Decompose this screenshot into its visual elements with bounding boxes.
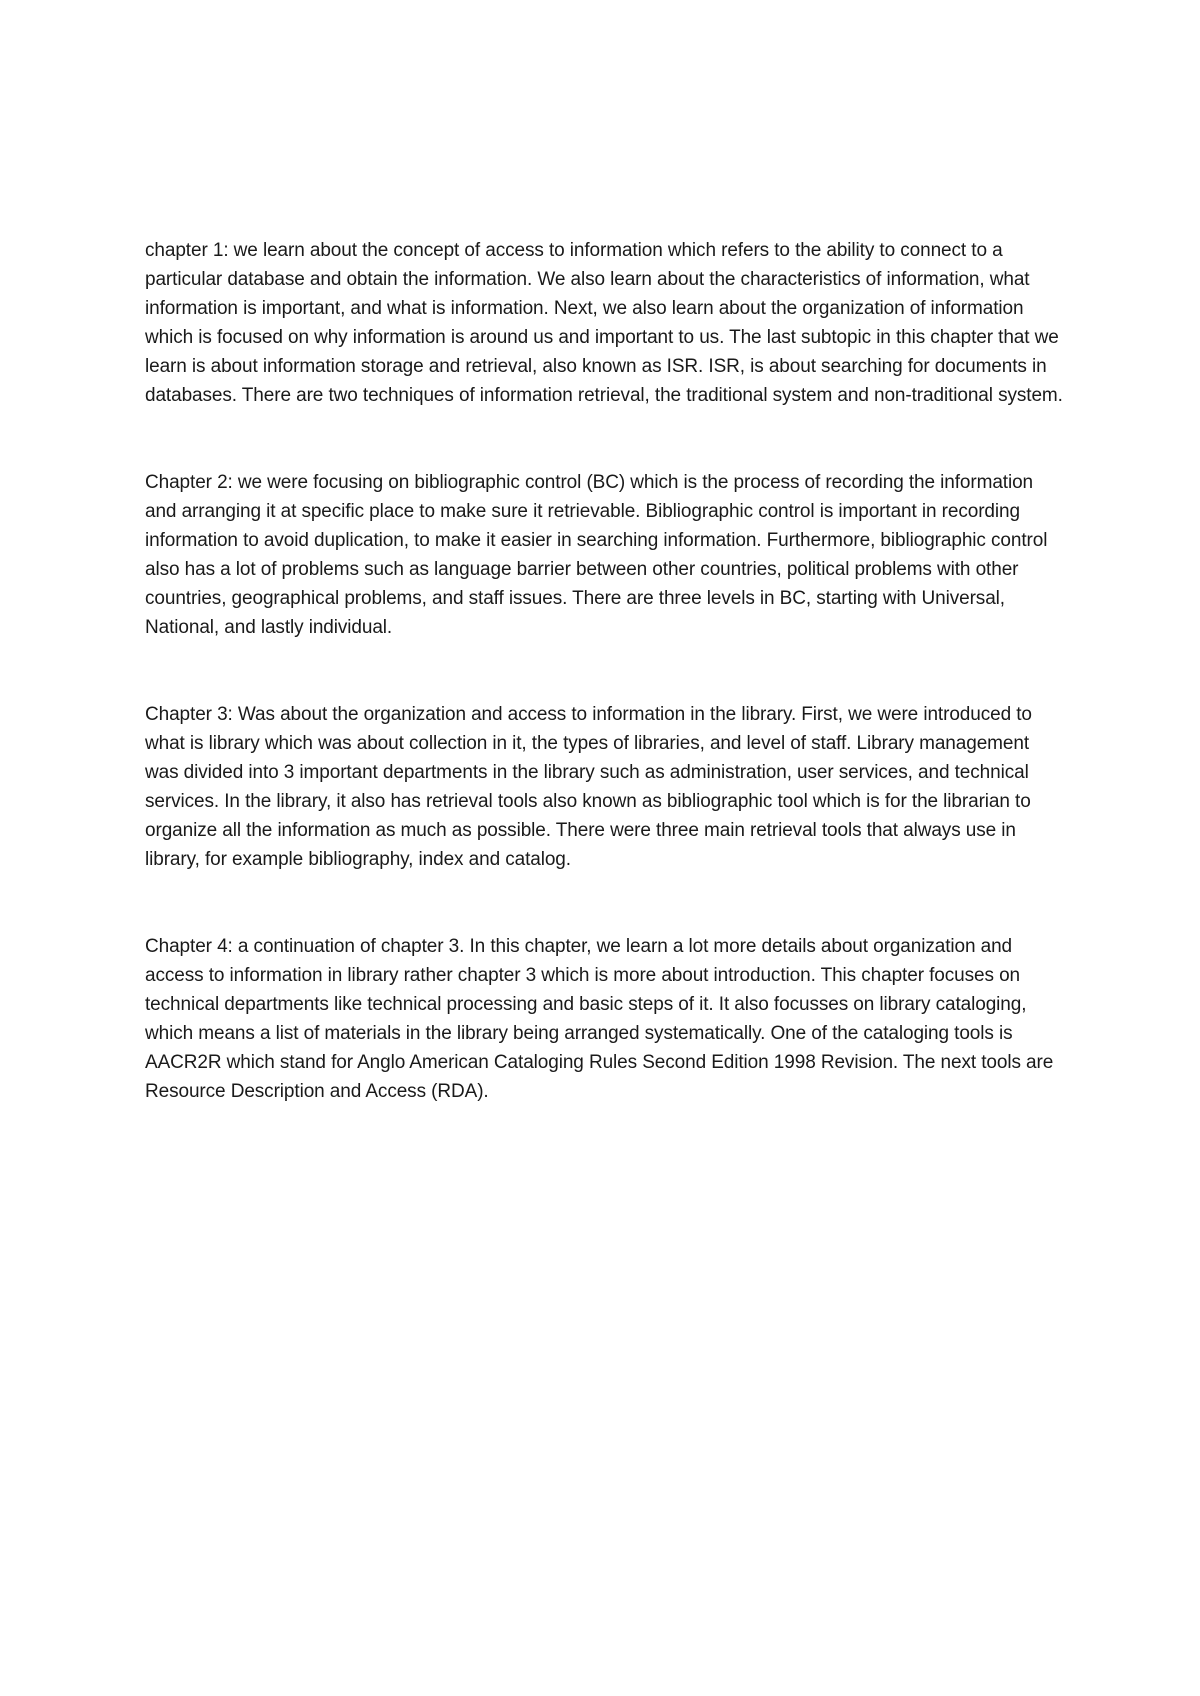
paragraph-chapter-2: Chapter 2: we were focusing on bibliographic control (BC) which is the process of recording the information and arranging it at specific place to make sure it retrievable. Bibliographic control is important in recording information to avoid duplication, to make it easier in searching information. Furthermore, bibliographic control also has a lot of problems such as language barrier between other countries, political problems with other countries, geographical problems, and staff issues. There are three levels in BC, starting with Universal, National, and lastly individual. <box>145 472 1048 638</box>
paragraph-chapter-4: Chapter 4: a continuation of chapter 3. In this chapter, we learn a lot more details about organization and access to information in library rather chapter 3 which is more about introduction. This chapter focuses on technical departments like technical processing and basic steps of it. It also focusses on library cataloging, which means a list of materials in the library being arranged systematically. One of the cataloging tools is AACR2R which stand for Anglo American Cataloging Rules Second Edition 1998 Revision. The next tools are Resource Description and Access (RDA). <box>145 936 1054 1102</box>
paragraph-chapter-1: chapter 1: we learn about the concept of access to information which refers to the ability to connect to a particular database and obtain the information. We also learn about the characteristics of information, what information is important, and what is information. Next, we also learn about the organization of information which is focused on why information is around us and important to us. The last subtopic in this chapter that we learn is about information storage and retrieval, also known as ISR. ISR, is about searching for documents in databases. There are two techniques of information retrieval, the traditional system and non-traditional system. <box>145 240 1063 406</box>
paragraph-chapter-3: Chapter 3: Was about the organization and access to information in the library. First, we were introduced to what is library which was about collection in it, the types of libraries, and level of staff. Library management was divided into 3 important departments in the library such as administration, user services, and technical services. In the library, it also has retrieval tools also known as bibliographic tool which is for the librarian to organize all the information as much as possible. There were three main retrieval tools that always use in library, for example bibliography, index and catalog. <box>145 704 1032 870</box>
document-body <box>145 236 1065 1164</box>
